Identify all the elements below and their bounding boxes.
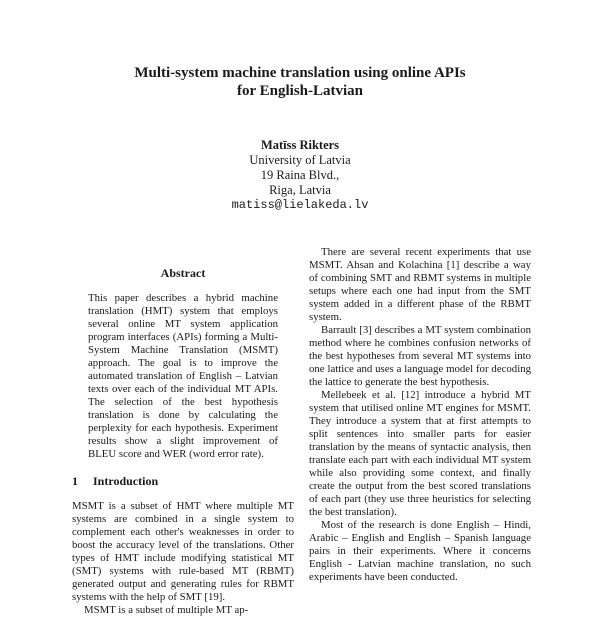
author-email[interactable]: matiss@lielakeda.lv [231,198,369,212]
right-paragraph-2: Barrault [3] describes a MT system combination method where he combines confusion networks of the best hypotheses from several MT systems into one lattice and uses a language model for decoding the lattice to generate the best hypothesis. [309,324,531,388]
intro-paragraph-2: MSMT is a subset of multiple MT ap- [84,604,249,616]
paper-title [0,64,600,100]
abstract-text: This paper describes a hybrid machine translation (HMT) system that employs several online MT system application program interfaces (APIs) forming a Multi-System Machine Translation (MSMT) approach. The goal is to improve the automated translation of English – Latvian texts over each of the individual MT APIs. The selection of the best hypothesis translation is done by calculating the perplexity for each hypothesis. Experiment results show a slight improvement of BLEU score and WER (word error rate). [88,292,278,460]
abstract-heading: Abstract [160,266,206,280]
right-paragraph-1: There are several recent experiments that use MSMT. Ahsan and Kolachina [1] describe a way of combining SMT and RBMT systems in multiple setups where each one had input from the SMT system added in a different phase of the RBMT system. [309,246,531,323]
section-title: Introduction [93,474,159,488]
section-number: 1 [72,474,78,488]
author-name: Matīss Rikters [260,138,340,152]
intro-paragraph-1: MSMT is a subset of HMT where multiple MT systems are combined in a single system to complement each other's weaknesses in order to boost the accuracy level of the translations. Other types of HMT include modifying statistical MT (SMT) systems with rule-based MT (RBMT) generated output and generating rules for RBMT systems with the help of SMT [19]. [72,500,294,603]
left-column [72,266,294,617]
author-affiliation: University of Latvia [249,153,351,167]
section-heading-introduction [72,474,294,489]
right-paragraph-4: Most of the research is done English – Hindi, Arabic – English and English – Spanish language pairs in their experiments. Where it concerns English - Latvian machine translation, no such experiments have been conducted. [309,519,531,583]
right-paragraph-3: Mellebeek et al. [12] introduce a hybrid MT system that utilised online MT engines for MSMT. They introduce a system that at first attempts to split sentences into smaller parts for easier translation by the means of syntactic analysis, then translate each part with each individual MT system while also providing some context, and finally create the output from the best scored translations of each part (they use three heuristics for selecting the best translation). [309,389,531,518]
author-block [0,138,600,213]
right-column [309,246,531,584]
author-address-line-2: Riga, Latvia [269,183,331,197]
title-line-2: for English-Latvian [237,83,363,99]
author-address-line-1: 19 Raina Blvd., [260,168,340,182]
title-line-1: Multi-system machine translation using online APIs [134,65,466,81]
